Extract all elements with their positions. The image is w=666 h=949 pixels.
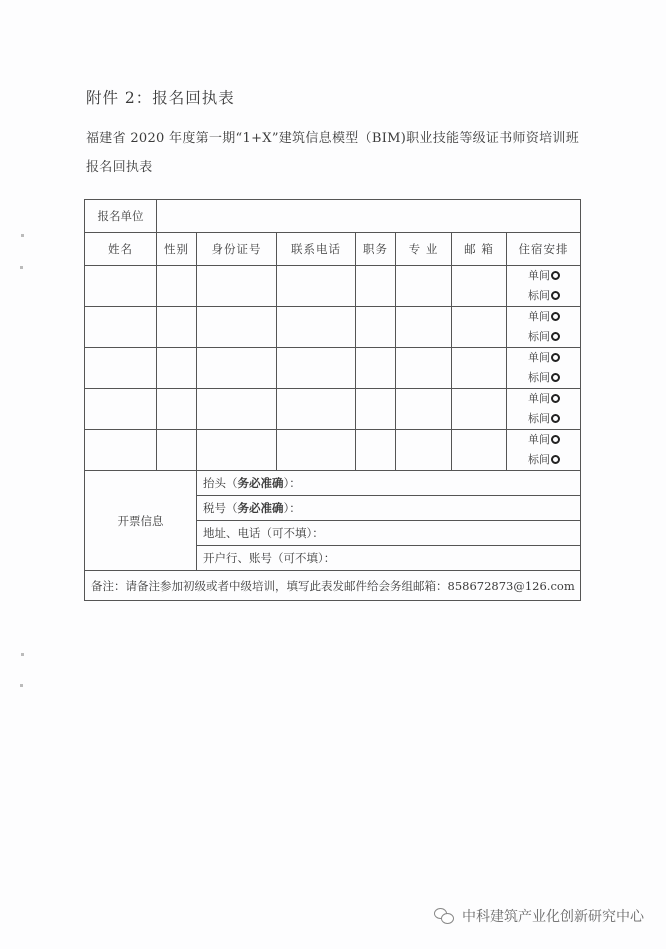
room-option-label: 单间 (528, 310, 551, 323)
position-cell[interactable] (356, 266, 396, 307)
invoice-title-field[interactable] (197, 471, 581, 496)
position-cell[interactable] (356, 307, 396, 348)
field-label: 税号（ (203, 501, 238, 515)
room-option-label: 单间 (528, 269, 551, 282)
room-option-single[interactable] (507, 307, 560, 327)
email-cell[interactable] (452, 348, 507, 389)
room-option-label: 单间 (528, 351, 551, 364)
name-cell[interactable] (85, 348, 157, 389)
id-number-cell[interactable] (197, 266, 277, 307)
room-option-single[interactable] (507, 389, 560, 409)
radio-icon[interactable] (551, 414, 560, 423)
major-cell[interactable] (396, 430, 452, 471)
position-cell[interactable] (356, 430, 396, 471)
source-name: 中科建筑产业化创新研究中心 (462, 909, 644, 925)
table-row (85, 348, 581, 389)
col-header-name: 姓名 (85, 233, 157, 266)
room-option-single[interactable] (507, 266, 560, 286)
note-text: 备注：请备注参加初级或者中级培训，填写此表发邮件给会务组邮箱：858672873@126.com (85, 571, 581, 601)
phone-cell[interactable] (277, 389, 356, 430)
document-title: 福建省 2020 年度第一期“1+X”建筑信息模型（BIM)职业技能等级证书师资培训班报名回执表 (86, 131, 580, 175)
radio-icon[interactable] (551, 394, 560, 403)
name-cell[interactable] (85, 389, 157, 430)
field-label: 抬头（ (203, 476, 238, 490)
unit-label: 报名单位 (85, 200, 157, 233)
col-header-position: 职务 (356, 233, 396, 266)
radio-icon[interactable] (551, 271, 560, 280)
source-footer (434, 906, 644, 926)
position-cell[interactable] (356, 348, 396, 389)
address-phone-field[interactable] (197, 521, 581, 546)
radio-icon[interactable] (551, 435, 560, 444)
accommodation-cell (507, 307, 581, 348)
scan-mark (20, 684, 23, 687)
accommodation-cell (507, 389, 581, 430)
email-cell[interactable] (452, 389, 507, 430)
unit-input[interactable] (157, 200, 581, 233)
id-number-cell[interactable] (197, 307, 277, 348)
email-cell[interactable] (452, 266, 507, 307)
radio-icon[interactable] (551, 373, 560, 382)
gender-cell[interactable] (157, 430, 197, 471)
field-emphasis: 务必准确 (237, 476, 284, 490)
room-option-label: 单间 (528, 433, 551, 446)
registration-form-table (84, 199, 581, 601)
col-header-id-number: 身份证号 (197, 233, 277, 266)
phone-cell[interactable] (277, 307, 356, 348)
accommodation-cell (507, 430, 581, 471)
position-cell[interactable] (356, 389, 396, 430)
name-cell[interactable] (85, 430, 157, 471)
field-label-suffix: ）： (283, 501, 301, 515)
radio-icon[interactable] (551, 455, 560, 464)
major-cell[interactable] (396, 348, 452, 389)
scan-mark (20, 266, 23, 269)
room-option-single[interactable] (507, 430, 560, 450)
tax-number-field[interactable] (197, 496, 581, 521)
invoice-info-label: 开票信息 (85, 471, 197, 571)
accommodation-cell (507, 348, 581, 389)
field-label: 开户行、账号（可不填）： (203, 551, 336, 565)
id-number-cell[interactable] (197, 430, 277, 471)
col-header-gender: 性别 (157, 233, 197, 266)
room-option-standard[interactable] (507, 450, 560, 470)
radio-icon[interactable] (551, 291, 560, 300)
col-header-phone: 联系电话 (277, 233, 356, 266)
table-row (85, 307, 581, 348)
table-row (85, 389, 581, 430)
room-option-label: 单间 (528, 392, 551, 405)
room-option-standard[interactable] (507, 327, 560, 347)
phone-cell[interactable] (277, 266, 356, 307)
room-option-standard[interactable] (507, 368, 560, 388)
scan-mark (21, 234, 24, 237)
col-header-email: 邮 箱 (452, 233, 507, 266)
email-cell[interactable] (452, 430, 507, 471)
major-cell[interactable] (396, 307, 452, 348)
room-option-standard[interactable] (507, 286, 560, 306)
scan-mark (21, 653, 24, 656)
accommodation-cell (507, 266, 581, 307)
name-cell[interactable] (85, 307, 157, 348)
radio-icon[interactable] (551, 332, 560, 341)
wechat-icon (434, 908, 454, 924)
id-number-cell[interactable] (197, 389, 277, 430)
field-emphasis: 务必准确 (237, 501, 284, 515)
radio-icon[interactable] (551, 312, 560, 321)
name-cell[interactable] (85, 266, 157, 307)
field-label: 地址、电话（可不填）： (203, 526, 324, 540)
field-label-suffix: ）： (283, 476, 301, 490)
table-row (85, 266, 581, 307)
gender-cell[interactable] (157, 266, 197, 307)
bank-account-field[interactable] (197, 546, 581, 571)
gender-cell[interactable] (157, 307, 197, 348)
room-option-label: 标间 (528, 371, 551, 384)
id-number-cell[interactable] (197, 348, 277, 389)
phone-cell[interactable] (277, 430, 356, 471)
gender-cell[interactable] (157, 348, 197, 389)
radio-icon[interactable] (551, 353, 560, 362)
room-option-label: 标间 (528, 289, 551, 302)
room-option-label: 标间 (528, 453, 551, 466)
gender-cell[interactable] (157, 389, 197, 430)
room-option-single[interactable] (507, 348, 560, 368)
major-cell[interactable] (396, 266, 452, 307)
email-cell[interactable] (452, 307, 507, 348)
attachment-title: 附件 2：报名回执表 (86, 89, 235, 107)
phone-cell[interactable] (277, 348, 356, 389)
col-header-major: 专 业 (396, 233, 452, 266)
room-option-label: 标间 (528, 330, 551, 343)
major-cell[interactable] (396, 389, 452, 430)
col-header-accommodation: 住宿安排 (507, 233, 581, 266)
room-option-standard[interactable] (507, 409, 560, 429)
table-row (85, 430, 581, 471)
room-option-label: 标间 (528, 412, 551, 425)
